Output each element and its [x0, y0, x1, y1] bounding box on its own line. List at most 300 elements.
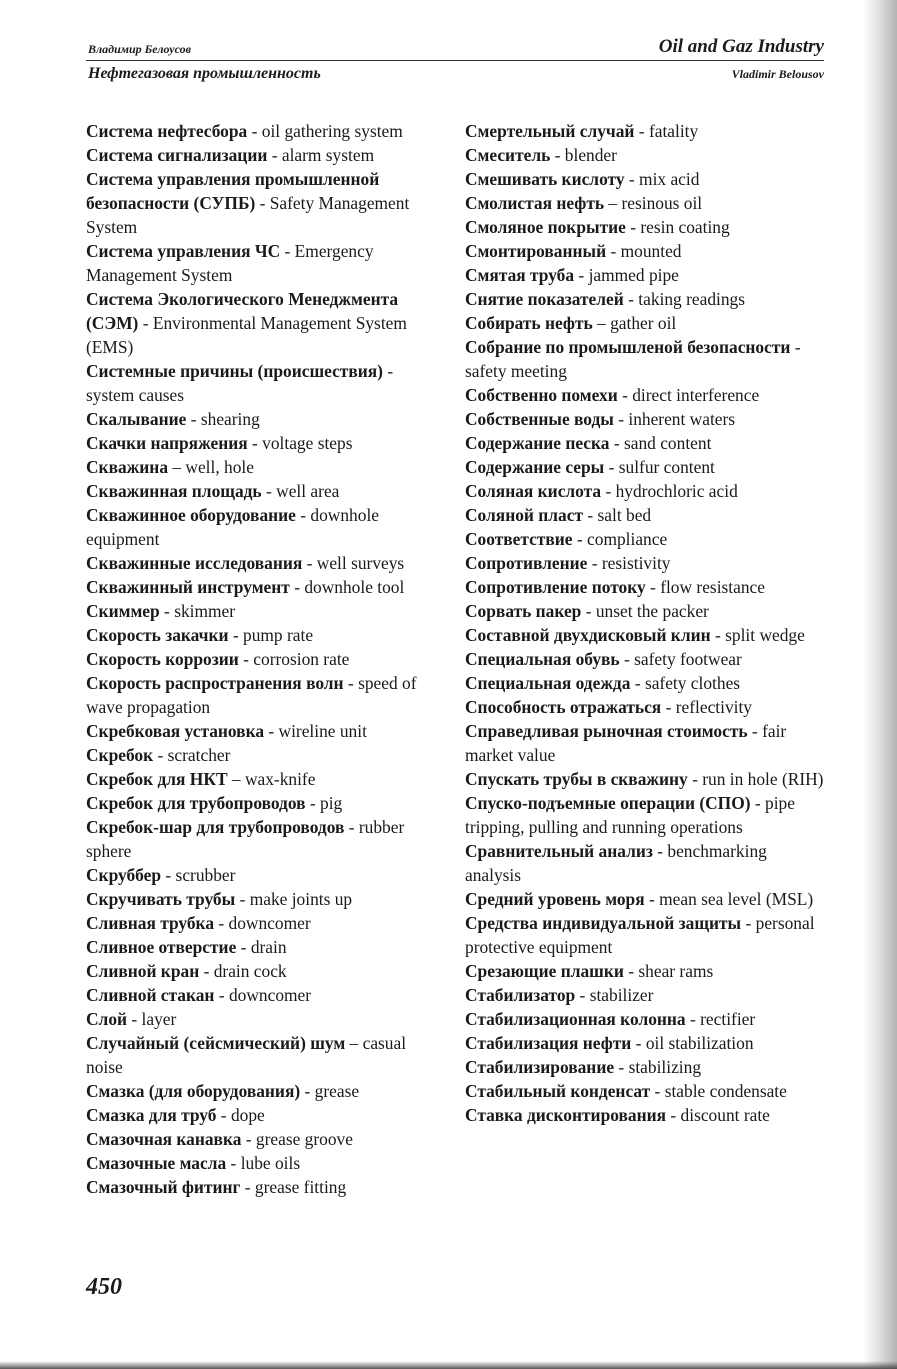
term-ru: Скребок-шар для трубопроводов — [86, 817, 345, 837]
term-separator: - — [661, 697, 676, 717]
term-separator: - — [295, 505, 311, 525]
glossary-entry — [86, 983, 442, 1007]
term-separator: - — [302, 553, 317, 573]
term-en: scrubber — [175, 865, 236, 885]
term-separator: - — [619, 649, 635, 669]
page-number: 450 — [86, 1274, 122, 1300]
term-ru: Сливной стакан — [86, 985, 215, 1005]
term-ru: Сливная трубка — [86, 913, 215, 933]
term-ru: Специальная обувь — [465, 649, 620, 669]
term-separator: - — [241, 1129, 256, 1149]
glossary-entry — [465, 575, 825, 599]
term-en: sand content — [623, 433, 712, 453]
glossary-entry — [465, 503, 825, 527]
glossary-column-right — [465, 119, 825, 1127]
header-title-en: Oil and Gaz Industry — [658, 36, 824, 57]
term-separator: - — [604, 457, 619, 477]
term-en: scratcher — [167, 745, 231, 765]
term-separator: - — [666, 1105, 681, 1125]
term-ru: Стабилизирование — [465, 1057, 615, 1077]
term-ru: Смертельный случай — [465, 121, 635, 141]
term-separator: - — [550, 145, 565, 165]
term-separator: - — [226, 1153, 241, 1173]
term-en: sulfur content — [618, 457, 715, 477]
term-en: make joints up — [249, 889, 353, 909]
glossary-entry — [86, 791, 442, 815]
term-separator: - — [235, 889, 250, 909]
glossary-entry — [465, 311, 825, 335]
term-ru: Сливной кран — [86, 961, 200, 981]
term-separator: - — [581, 601, 596, 621]
term-separator: - — [650, 1081, 665, 1101]
term-ru: Содержание серы — [465, 457, 605, 477]
term-ru: Смонтированный — [465, 241, 607, 261]
term-separator: - — [344, 817, 359, 837]
term-en: oil stabilization — [645, 1033, 754, 1053]
term-separator: - — [617, 385, 633, 405]
term-separator: - — [289, 577, 305, 597]
term-en: Environmental Management System (EMS) — [86, 313, 407, 357]
term-en: benchmarking analysis — [465, 841, 767, 885]
glossary-entry — [86, 935, 442, 959]
term-separator: - — [127, 1009, 142, 1029]
term-en: grease fitting — [254, 1177, 347, 1197]
glossary-entry — [86, 1175, 442, 1199]
term-separator: - — [574, 265, 589, 285]
glossary-entry — [86, 1151, 442, 1175]
glossary-entry — [465, 719, 825, 767]
term-en: pump rate — [243, 625, 314, 645]
term-ru: Сравнительный анализ — [465, 841, 653, 861]
glossary-entry — [86, 143, 442, 167]
glossary-entry — [86, 575, 442, 599]
term-separator: - — [382, 361, 394, 381]
term-separator: - — [606, 241, 621, 261]
term-separator: - — [247, 121, 262, 141]
term-ru: Смазочная канавка — [86, 1129, 242, 1149]
term-en: reflectivity — [675, 697, 753, 717]
glossary-entry — [465, 911, 825, 959]
term-en: drain cock — [213, 961, 287, 981]
glossary-entry — [465, 1103, 825, 1127]
term-en: jammed pipe — [588, 265, 679, 285]
glossary-column-left — [86, 119, 442, 1199]
term-separator: - — [199, 961, 214, 981]
term-en: rectifier — [700, 1009, 756, 1029]
header-author-en: Vladimir Belousov — [731, 67, 824, 81]
term-ru: Собственно помехи — [465, 385, 618, 405]
term-en: Safety Management System — [86, 193, 410, 237]
term-en: shearing — [200, 409, 260, 429]
term-separator: - — [575, 985, 590, 1005]
term-ru: Собственные воды — [465, 409, 614, 429]
term-ru: Спускать трубы в скважину — [465, 769, 688, 789]
term-ru: Скиммер — [86, 601, 160, 621]
glossary-entry — [465, 1055, 825, 1079]
header-row-top — [86, 36, 824, 61]
term-en: skimmer — [174, 601, 236, 621]
term-ru: Скважинный инструмент — [86, 577, 290, 597]
term-separator: - — [305, 793, 321, 813]
term-en: grease — [314, 1081, 360, 1101]
term-separator: - — [264, 721, 279, 741]
term-ru: Срезающие плашки — [465, 961, 624, 981]
term-ru: Средний уровень моря — [465, 889, 645, 909]
term-en: blender — [564, 145, 617, 165]
glossary-entry — [86, 1031, 442, 1079]
term-ru: Скребок для НКТ — [86, 769, 228, 789]
glossary-entry — [86, 887, 442, 911]
term-en: speed of wave propagation — [86, 673, 417, 717]
glossary-entry — [86, 863, 442, 887]
term-separator: - — [214, 985, 229, 1005]
term-separator: - — [750, 793, 766, 813]
term-en: downhole tool — [304, 577, 405, 597]
term-ru: Скребок для трубопроводов — [86, 793, 306, 813]
term-separator: - — [236, 937, 251, 957]
term-en: mix acid — [639, 169, 700, 189]
glossary-entry — [465, 791, 825, 839]
glossary-entry — [86, 1007, 442, 1031]
term-ru: Смазка (для оборудования) — [86, 1081, 301, 1101]
glossary-entry — [86, 551, 442, 575]
term-separator: - — [685, 1009, 701, 1029]
term-separator: - — [741, 913, 756, 933]
glossary-entry — [86, 743, 442, 767]
glossary-entry — [86, 719, 442, 743]
glossary-entry — [86, 503, 442, 551]
term-ru: Система Экологического Менеджмента (СЭМ) — [86, 289, 399, 333]
term-ru: Система сигнализации — [86, 145, 268, 165]
glossary-entry — [86, 167, 442, 239]
term-ru: Скребковая установка — [86, 721, 265, 741]
term-separator: - — [644, 889, 660, 909]
term-separator: - — [261, 481, 277, 501]
glossary-entry — [465, 647, 825, 671]
term-ru: Случайный (сейсмический) шум — [86, 1033, 346, 1053]
term-separator: – — [168, 457, 186, 477]
glossary-entry — [465, 167, 825, 191]
term-ru: Способность отражаться — [465, 697, 662, 717]
glossary-entry — [465, 887, 825, 911]
term-en: downcomer — [228, 913, 311, 933]
term-en: casual noise — [86, 1033, 407, 1077]
term-ru: Скорость закачки — [86, 625, 229, 645]
glossary-entry — [465, 599, 825, 623]
term-en: fatality — [648, 121, 699, 141]
term-separator: - — [645, 577, 661, 597]
term-separator: - — [609, 433, 624, 453]
term-separator: - — [601, 481, 616, 501]
term-en: fair market value — [465, 721, 787, 765]
term-separator: - — [280, 241, 295, 261]
term-ru: Смазочный фитинг — [86, 1177, 241, 1197]
term-separator: - — [238, 649, 254, 669]
term-en: layer — [141, 1009, 177, 1029]
term-separator: - — [343, 673, 359, 693]
term-separator: - — [624, 169, 640, 189]
term-en: unset the packer — [595, 601, 709, 621]
term-ru: Скважинная площадь — [86, 481, 262, 501]
term-ru: Сливное отверстие — [86, 937, 237, 957]
term-ru: Справедливая рыночная стоимость — [465, 721, 748, 741]
term-en: safety footwear — [634, 649, 742, 669]
term-en: hydrochloric acid — [615, 481, 738, 501]
term-separator: – — [227, 769, 245, 789]
glossary-entry — [86, 1103, 442, 1127]
term-ru: Стабилизационная колонна — [465, 1009, 686, 1029]
term-separator: - — [687, 769, 703, 789]
term-separator: - — [614, 1057, 629, 1077]
header-author-ru: Владимир Белоусов — [88, 42, 191, 56]
term-separator: - — [613, 409, 629, 429]
term-en: safety clothes — [644, 673, 741, 693]
header-title-ru: Нефтегазовая промышленность — [88, 65, 321, 82]
term-ru: Система управления промышленной безопасности (СУПБ) — [86, 169, 380, 213]
glossary-entry — [86, 815, 442, 863]
term-en: drain — [250, 937, 287, 957]
term-separator: - — [186, 409, 201, 429]
glossary-entry — [86, 671, 442, 719]
term-ru: Снятие показателей — [465, 289, 624, 309]
glossary-entry — [465, 839, 825, 887]
term-separator: – — [592, 313, 611, 333]
term-en: stable condensate — [664, 1081, 787, 1101]
term-ru: Скребок — [86, 745, 154, 765]
term-separator: - — [159, 601, 175, 621]
term-separator: - — [267, 145, 282, 165]
term-en: discount rate — [680, 1105, 770, 1125]
glossary-entry — [86, 959, 442, 983]
term-en: stabilizing — [628, 1057, 702, 1077]
term-en: run in hole (RIH) — [702, 769, 824, 789]
term-separator: - — [587, 553, 602, 573]
term-ru: Собрание по промышленой безопасности — [465, 337, 791, 357]
term-separator: - — [153, 745, 168, 765]
term-ru: Скважинное оборудование — [86, 505, 296, 525]
term-ru: Составной двухдисковый клин — [465, 625, 711, 645]
term-en: gather oil — [610, 313, 677, 333]
term-en: wax-knife — [244, 769, 316, 789]
term-en: alarm system — [281, 145, 375, 165]
term-separator: - — [747, 721, 763, 741]
term-en: oil gathering system — [261, 121, 403, 141]
glossary-entry — [465, 551, 825, 575]
glossary-entry — [465, 215, 825, 239]
term-en: personal protective equipment — [465, 913, 815, 957]
glossary-entry — [465, 191, 825, 215]
term-separator: - — [255, 193, 270, 213]
glossary-entry — [465, 1031, 825, 1055]
term-en: pig — [320, 793, 343, 813]
glossary-entry — [465, 1007, 825, 1031]
glossary-entry — [86, 359, 442, 407]
term-separator: - — [216, 1105, 231, 1125]
term-ru: Скорость распространения волн — [86, 673, 344, 693]
glossary-entry — [465, 623, 825, 647]
glossary-entry — [465, 767, 825, 791]
glossary-entry — [86, 767, 442, 791]
glossary-entry — [86, 119, 442, 143]
term-en: wireline unit — [278, 721, 367, 741]
term-en: Emergency Management System — [86, 241, 374, 285]
term-ru: Скважинные исследования — [86, 553, 303, 573]
term-ru: Сорвать пакер — [465, 601, 582, 621]
term-ru: Собирать нефть — [465, 313, 593, 333]
term-en: lube oils — [240, 1153, 301, 1173]
term-ru: Система управления ЧС — [86, 241, 281, 261]
glossary-entry — [465, 263, 825, 287]
term-ru: Скручивать трубы — [86, 889, 236, 909]
term-ru: Смоляное покрытие — [465, 217, 626, 237]
term-ru: Система нефтесбора — [86, 121, 248, 141]
header-row-bottom — [86, 61, 824, 87]
running-header — [86, 36, 824, 87]
term-en: well area — [276, 481, 340, 501]
term-separator: - — [161, 865, 176, 885]
term-en: direct interference — [632, 385, 760, 405]
glossary-entry — [465, 455, 825, 479]
term-ru: Смеситель — [465, 145, 551, 165]
glossary-entry — [465, 479, 825, 503]
term-separator: - — [652, 841, 668, 861]
term-ru: Системные причины (происшествия) — [86, 361, 383, 381]
glossary-entry — [465, 527, 825, 551]
term-en: inherent waters — [628, 409, 736, 429]
term-separator: - — [623, 289, 639, 309]
term-en: resin coating — [640, 217, 730, 237]
term-separator: - — [631, 1033, 646, 1053]
term-en: downhole equipment — [86, 505, 379, 549]
term-ru: Стабильный конденсат — [465, 1081, 651, 1101]
term-separator: - — [625, 217, 641, 237]
term-separator: - — [710, 625, 726, 645]
glossary-entry — [465, 959, 825, 983]
term-ru: Стабилизатор — [465, 985, 576, 1005]
glossary-entry — [465, 1079, 825, 1103]
glossary-entry — [465, 143, 825, 167]
glossary-entry — [465, 383, 825, 407]
term-en: split wedge — [725, 625, 805, 645]
glossary-entry — [86, 239, 442, 287]
term-ru: Соляная кислота — [465, 481, 602, 501]
term-en: mounted — [620, 241, 682, 261]
term-en: stabilizer — [589, 985, 654, 1005]
term-en: taking readings — [638, 289, 746, 309]
term-ru: Ставка дисконтирования — [465, 1105, 667, 1125]
glossary-entry — [465, 431, 825, 455]
glossary-entry — [86, 599, 442, 623]
glossary-entry — [465, 983, 825, 1007]
glossary-entry — [465, 695, 825, 719]
term-ru: Смазочные масла — [86, 1153, 227, 1173]
glossary-entry — [86, 1079, 442, 1103]
term-ru: Скважина — [86, 457, 169, 477]
glossary-entry — [86, 623, 442, 647]
term-ru: Смолистая нефть — [465, 193, 605, 213]
term-en: resistivity — [601, 553, 671, 573]
glossary-entry — [465, 671, 825, 695]
term-separator: - — [623, 961, 639, 981]
glossary-entry — [465, 239, 825, 263]
term-en: pipe tripping, pulling and running operations — [465, 793, 795, 837]
term-separator: - — [572, 529, 588, 549]
glossary-entry — [86, 647, 442, 671]
glossary-entry — [86, 479, 442, 503]
term-separator: – — [345, 1033, 363, 1053]
term-separator: - — [630, 673, 645, 693]
term-en: safety meeting — [465, 361, 567, 381]
term-ru: Содержание песка — [465, 433, 610, 453]
term-separator: - — [228, 625, 244, 645]
term-separator: - — [247, 433, 263, 453]
term-ru: Соляной пласт — [465, 505, 584, 525]
term-separator: - — [138, 313, 153, 333]
term-ru: Спуско-подъемные операции (СПО) — [465, 793, 751, 813]
glossary-entry — [86, 455, 442, 479]
term-en: corrosion rate — [253, 649, 350, 669]
term-en: rubber sphere — [86, 817, 405, 861]
term-ru: Смятая труба — [465, 265, 575, 285]
term-separator: - — [214, 913, 229, 933]
term-ru: Слой — [86, 1009, 128, 1029]
term-en: compliance — [587, 529, 668, 549]
term-ru: Скачки напряжения — [86, 433, 248, 453]
term-en: resinous oil — [621, 193, 703, 213]
term-ru: Смазка для труб — [86, 1105, 217, 1125]
term-en: system causes — [86, 385, 185, 405]
glossary-entry — [465, 335, 825, 383]
page-bottom-shadow — [0, 1361, 897, 1369]
page-edge-shadow — [863, 0, 897, 1369]
term-ru: Скалывание — [86, 409, 187, 429]
glossary-entry — [86, 1127, 442, 1151]
term-en: downcomer — [228, 985, 312, 1005]
term-separator: - — [300, 1081, 315, 1101]
term-en: voltage steps — [262, 433, 353, 453]
term-separator: – — [604, 193, 622, 213]
term-ru: Скорость коррозии — [86, 649, 239, 669]
term-ru: Стабилизация нефти — [465, 1033, 632, 1053]
term-separator: - — [583, 505, 598, 525]
glossary-entry — [465, 287, 825, 311]
glossary-entry — [86, 911, 442, 935]
term-ru: Сопротивление потоку — [465, 577, 646, 597]
term-en: flow resistance — [660, 577, 765, 597]
glossary-entry — [86, 287, 442, 359]
term-en: salt bed — [597, 505, 652, 525]
term-separator: - — [240, 1177, 255, 1197]
glossary-entry — [86, 431, 442, 455]
term-en: dope — [230, 1105, 265, 1125]
term-en: mean sea level (MSL) — [659, 889, 814, 909]
term-ru: Сопротивление — [465, 553, 588, 573]
term-separator: - — [634, 121, 649, 141]
term-en: shear rams — [638, 961, 714, 981]
term-en: grease groove — [255, 1129, 353, 1149]
term-ru: Скруббер — [86, 865, 162, 885]
term-ru: Соответствие — [465, 529, 573, 549]
term-ru: Средства индивидуальной защиты — [465, 913, 742, 933]
glossary-entry — [465, 407, 825, 431]
term-ru: Специальная одежда — [465, 673, 631, 693]
glossary-entry — [465, 119, 825, 143]
term-separator: - — [790, 337, 801, 357]
glossary-entry — [86, 407, 442, 431]
term-ru: Смешивать кислоту — [465, 169, 625, 189]
term-en: well surveys — [316, 553, 405, 573]
term-en: well, hole — [185, 457, 254, 477]
